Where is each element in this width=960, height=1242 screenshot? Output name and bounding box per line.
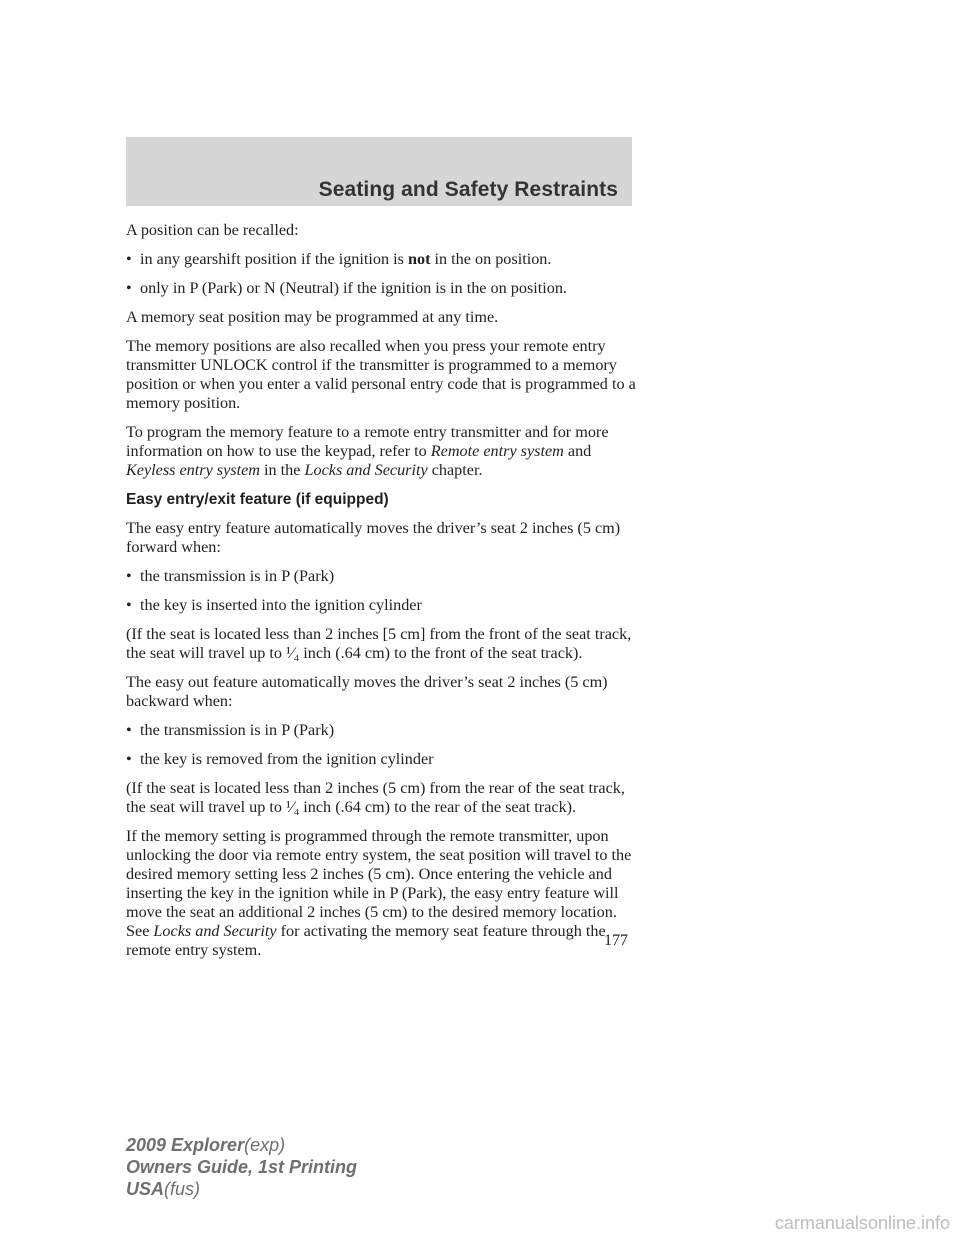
footer-line: Owners Guide, 1st Printing	[126, 1157, 358, 1177]
bullet-item: • the transmission is in P (Park)	[126, 721, 335, 739]
cross-reference: Remote entry system	[430, 442, 564, 460]
bullet-item: • the key is removed from the ignition cylinder	[126, 750, 434, 768]
footer-line: 2009 Explorer(exp)	[126, 1135, 286, 1155]
page-number: 177	[604, 932, 628, 949]
section-title: Seating and Safety Restraints	[318, 178, 618, 201]
bullet-icon: •	[126, 279, 132, 297]
bullet-icon: •	[126, 750, 132, 768]
print-footer	[126, 1134, 357, 1200]
paragraph: The easy entry feature automatically moves the driver’s seat 2 inches (5 cm) forward when:	[126, 519, 621, 556]
cross-reference: Keyless entry system	[126, 461, 260, 479]
paragraph: A position can be recalled:	[126, 221, 299, 239]
bullet-icon: •	[126, 721, 132, 739]
paragraph: (If the seat is located less than 2 inches (5 cm) from the rear of the seat track, the seat will travel up to ¹⁄₄ inch (.64 cm) to the rear of the seat track).	[126, 779, 625, 816]
emphasis-text: not	[407, 250, 431, 268]
paragraph: (If the seat is located less than 2 inches [5 cm] from the front of the seat track, the seat will travel up to ¹⁄₄ inch (.64 cm) to the front of the seat track).	[126, 625, 632, 662]
bullet-item: • the transmission is in P (Park)	[126, 567, 335, 585]
paragraph: The easy out feature automatically moves the driver’s seat 2 inches (5 cm) backward when:	[126, 673, 608, 710]
section-header-band	[126, 137, 632, 206]
paragraph: The memory positions are also recalled when you press your remote entry transmitter UNLOCK control if the transmitter is programmed to a memory position or when you enter a valid personal entry code that is programmed to a memory position.	[126, 337, 636, 412]
bullet-icon: •	[126, 250, 132, 268]
bullet-icon: •	[126, 567, 132, 585]
paragraph: A memory seat position may be programmed at any time.	[126, 308, 499, 326]
bullet-icon: •	[126, 596, 132, 614]
cross-reference: Locks and Security	[153, 922, 277, 940]
paragraph: To program the memory feature to a remote entry transmitter and for more information on how to use the keypad, refer to Remote entry system and Keyless entry system in the Locks and Security chapter.	[126, 423, 609, 479]
cross-reference: Locks and Security	[304, 461, 428, 479]
subheading: Easy entry/exit feature (if equipped)	[126, 491, 389, 508]
bullet-item: • in any gearshift position if the ignition is not in the on position.	[126, 250, 552, 268]
footer-line: USA(fus)	[126, 1179, 201, 1199]
paragraph: If the memory setting is programmed through the remote transmitter, upon unlocking the door via remote entry system, the seat position will travel to the desired memory setting less 2 inches (5 cm). Once entering the vehicle and inserting the key in the ignition while in P (Park), the easy entry feature will move the seat an additional 2 inches (5 cm) to the desired memory location. See Locks and Security for activating the memory seat feature through the remote entry system.	[126, 827, 632, 959]
bullet-item: • only in P (Park) or N (Neutral) if the ignition is in the on position.	[126, 279, 567, 297]
watermark: carmanualsonline.info	[774, 1213, 950, 1233]
page-body	[126, 221, 636, 970]
bullet-item: • the key is inserted into the ignition cylinder	[126, 596, 422, 614]
